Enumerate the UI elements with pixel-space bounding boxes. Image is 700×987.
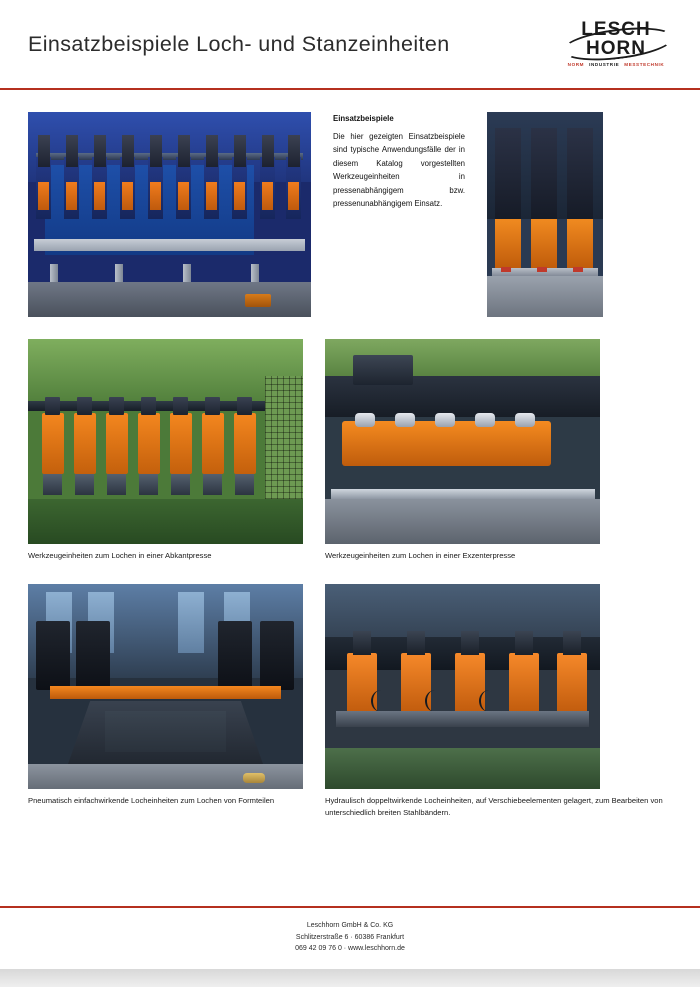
photo-hydraulisch (325, 584, 600, 789)
intro-body: Die hier gezeigten Einsatzbeispiele sind typische Anwendungsfälle der in diesem Katalog vorgestellten Werkzeugeinheiten in pressenabhängigem bzw. pressenunabhängigem Einsatz. (333, 132, 465, 209)
figure-press-overview (28, 112, 311, 317)
photo-exzenterpresse (325, 339, 600, 544)
logo-line-2: HORN (586, 37, 646, 59)
company-logo (560, 16, 672, 72)
caption-hydraulisch: Hydraulisch doppeltwirkende Locheinheiten, auf Verschiebeelementen gelagert, zum Bearbeiten von unterschiedlich breiten Stahlbändern. (325, 795, 663, 817)
footer-gray-band (0, 969, 700, 987)
document-footer (0, 906, 700, 987)
logo-line-1: LESCH (581, 19, 651, 41)
figure-pneumatisch (28, 584, 303, 819)
caption-exzenterpresse: Werkzeugeinheiten zum Lochen in einer Exzenterpresse (325, 551, 516, 560)
figure-row-3 (28, 584, 672, 819)
logo-sub-industrie: INDUSTRIE (589, 61, 620, 67)
footer-company: Leschhorn GmbH & Co. KG (306, 922, 394, 930)
logo-subtitle (568, 62, 665, 67)
logo-sub-messtechnik: MESSTECHNIK (624, 61, 665, 67)
caption-pneumatisch: Pneumatisch einfachwirkende Locheinheiten zum Lochen von Formteilen (28, 795, 275, 805)
photo-abkantpresse (28, 339, 303, 544)
intro-heading: Einsatzbeispiele (333, 114, 394, 123)
figure-row-2 (28, 339, 672, 562)
figure-units-closeup (487, 112, 603, 317)
photo-press-overview (28, 112, 311, 317)
photo-units-closeup (487, 112, 603, 317)
footer-address: Schlitzerstraße 6 · 60386 Frankfurt (295, 933, 405, 941)
document-header (0, 0, 700, 88)
footer-contact-block (0, 908, 700, 969)
figure-exzenterpresse (325, 339, 600, 562)
intro-text-block (333, 112, 465, 210)
figure-row-1 (28, 112, 672, 317)
logo-sub-norm: NORM (567, 61, 585, 67)
page-title: Einsatzbeispiele Loch- und Stanzeinheiten (28, 31, 450, 56)
caption-abkantpresse: Werkzeugeinheiten zum Lochen in einer Abkantpresse (28, 551, 212, 560)
photo-pneumatisch (28, 584, 303, 789)
footer-contact: 069 42 09 76 0 · www.leschhorn.de (295, 945, 405, 953)
figure-hydraulisch (325, 584, 672, 819)
document-content (0, 90, 700, 818)
figure-abkantpresse (28, 339, 303, 562)
